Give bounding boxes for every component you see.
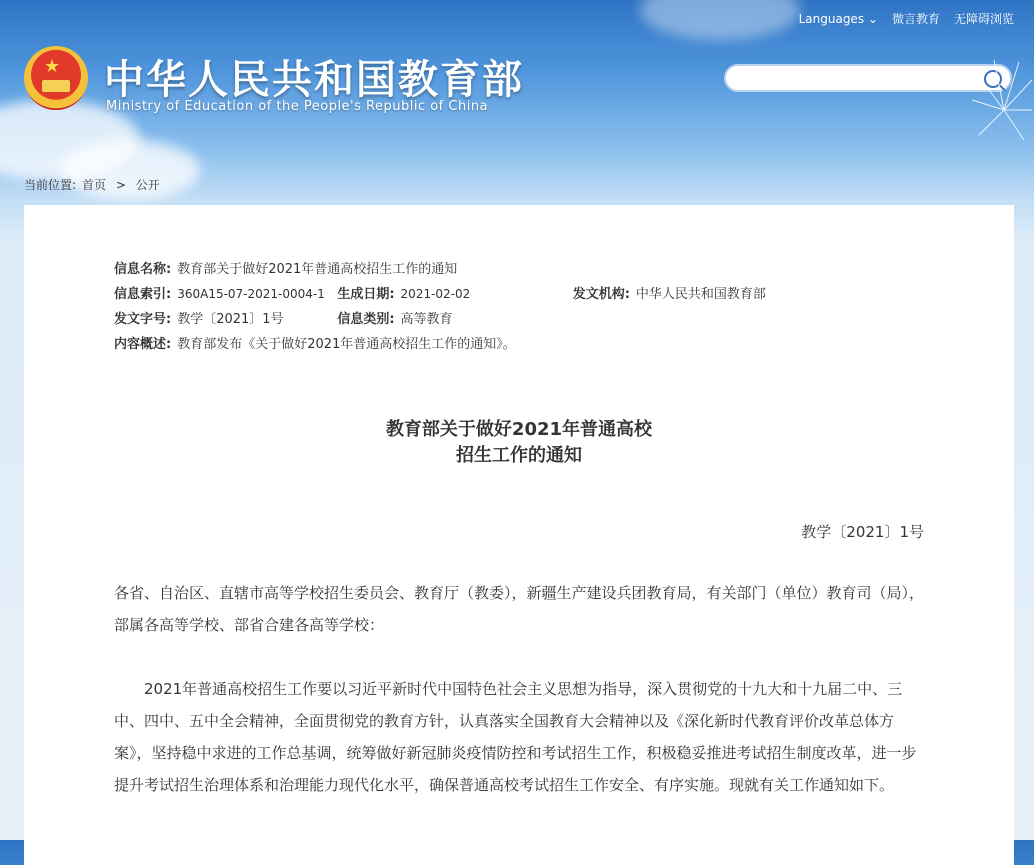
accessibility-link[interactable]: 无障碍浏览 [953,12,1014,26]
national-emblem-icon: ★ [24,46,88,110]
meta-row-summary [114,332,766,357]
meta-row-name [114,257,766,282]
meta-value: 2021-02-02 [400,287,471,301]
top-links [799,10,1014,27]
meta-label: 生成日期: [337,287,395,302]
meta-value: 教育部关于做好2021年普通高校招生工作的通知 [177,262,458,277]
breadcrumb [24,176,166,193]
site-subtitle: Ministry of Education of the People's Republic of China [106,99,489,114]
dandelion-decoration-icon [954,40,1034,160]
meta-label: 内容概述: [114,337,172,352]
meta-label: 发文字号: [114,312,172,327]
document-number: 教学〔2021〕1号 [801,523,924,541]
meta-label: 信息索引: [114,287,172,302]
languages-label: Languages [798,11,865,26]
languages-link[interactable] [799,12,878,26]
breadcrumb-current[interactable]: 公开 [135,178,160,192]
breadcrumb-prefix: 当前位置: [24,178,77,192]
document-title-line: 招生工作的通知 [456,445,582,466]
meta-label: 发文机构: [572,287,630,302]
info-meta-table [114,257,766,357]
body-paragraph: 2021年普通高校招生工作要以习近平新时代中国特色社会主义思想为指导，深入贯彻党的十九大和十九届二中、三中、四中、五中全会精神，全面贯彻党的教育方针，认真落实全国教育大会精神以及《深化新时代教育评价改革总体方案》，坚持稳中求进的工作总基调，统筹做好新冠肺炎疫情防控和考试招生工作，积极稳妥推进考试招生制度改革，进一步提升考试招生治理体系和治理能力现代化水平，确保普通高校考试招生工作安全、有序实施。现就有关工作通知如下。 [114,680,917,794]
breadcrumb-home[interactable]: 首页 [82,178,107,192]
meta-value: 教育部发布《关于做好2021年普通高校招生工作的通知》。 [177,337,516,352]
chevron-down-icon: ⌄ [867,11,878,26]
document-title [24,417,1014,469]
meta-value: 中华人民共和国教育部 [635,287,766,302]
meta-value: 高等教育 [400,312,453,327]
meta-row-index [114,282,766,307]
addressee-paragraph: 各省、自治区、直辖市高等学校招生委员会、教育厅（教委），新疆生产建设兵团教育局，有关部门（单位）教育司（局），部属各高等学校、部省合建各高等学校： [114,584,925,634]
site-title: 中华人民共和国教育部 [104,57,524,103]
meta-label: 信息名称: [114,262,172,277]
meta-label: 信息类别: [337,312,395,327]
site-header [0,0,1034,200]
meta-value: 教学〔2021〕1号 [177,312,284,327]
breadcrumb-separator: > [115,178,126,192]
document-title-line: 教育部关于做好2021年普通高校 [385,419,653,440]
meta-value: 360A15-07-2021-0004-1 [177,287,325,301]
content-panel [24,205,1014,865]
meta-row-docno [114,307,766,332]
weiyan-link[interactable]: 微言教育 [891,12,940,26]
